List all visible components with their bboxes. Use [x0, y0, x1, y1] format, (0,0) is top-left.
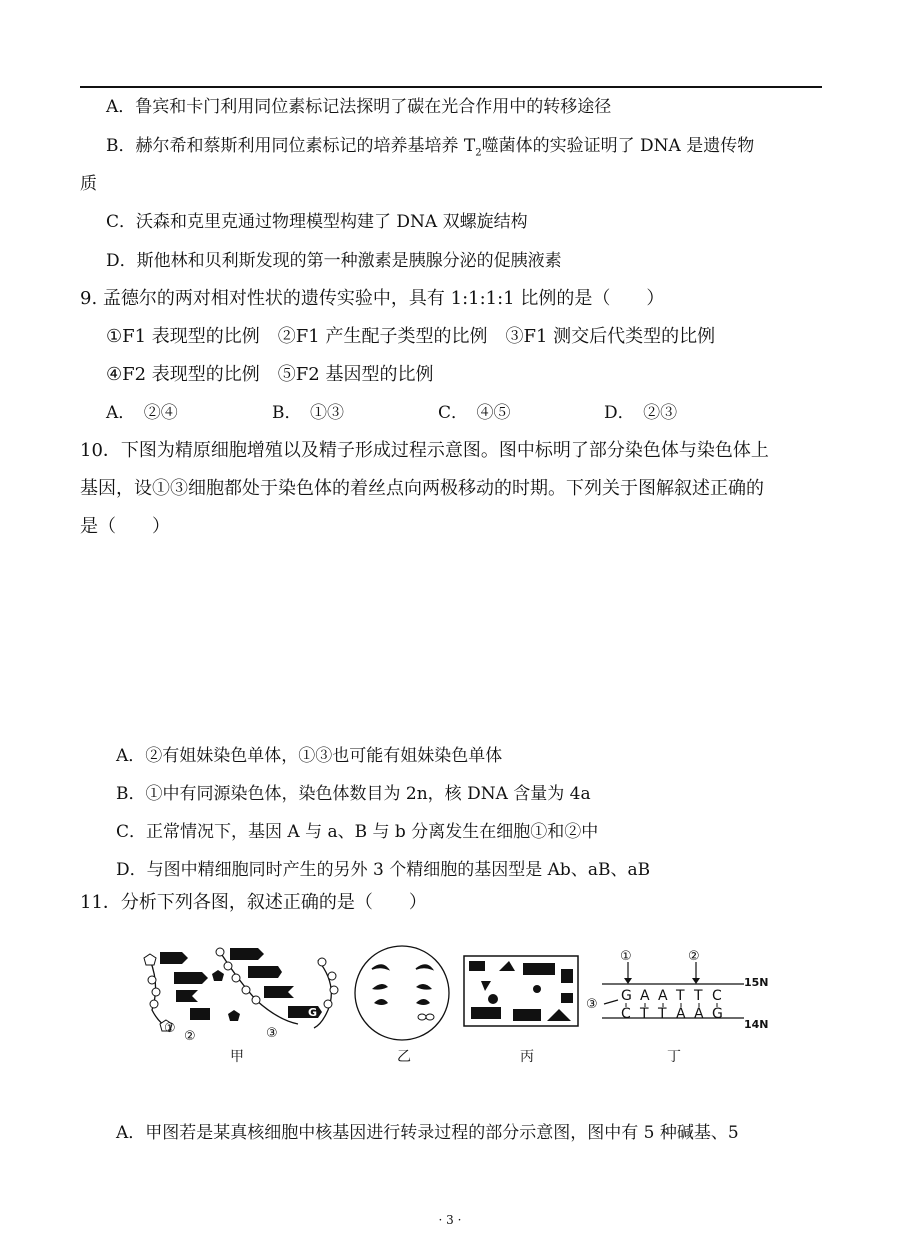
q9-choice-a: A． ②④ [106, 403, 178, 423]
ding-top-0: G [621, 988, 632, 1004]
q8-option-b: B．赫尔希和蔡斯利用同位素标记的培养基培养 $T_2$噬菌体的实验证明了 DNA 是遗传物 [106, 136, 755, 159]
q10-stem-1: 10．下图为精原细胞增殖以及精子形成过程示意图。图中标明了部分染色体与染色体上 [80, 440, 769, 461]
q9-items-2: ④F2 表现型的比例 ⑤F2 基因型的比例 [106, 364, 434, 385]
q10-stem-3: 是（ ） [80, 516, 170, 537]
figure-yi-cell [352, 943, 452, 1043]
q10-option-d: D．与图中精细胞同时产生的另外 3 个精细胞的基因型是 Ab、aB、aB [116, 860, 651, 880]
ding-bottom-1: T [640, 1006, 649, 1022]
q10-stem-2: 基因，设①③细胞都处于染色体的着丝点向两极移动的时期。下列关于图解叙述正确的 [80, 478, 764, 499]
ding-bottom-5: G [712, 1006, 723, 1022]
figure-ding-dna [584, 948, 774, 1038]
q9-choice-b: B． ①③ [272, 403, 344, 423]
q8-option-a: A．鲁宾和卡门利用同位素标记法探明了碳在光合作用中的转移途径 [106, 97, 612, 117]
ding-mark-3: ③ [586, 997, 598, 1012]
figure-bing [463, 955, 579, 1027]
ding-bottom-0: C [621, 1006, 631, 1022]
q9-choice-c: C． ④⑤ [438, 403, 511, 423]
figure-jia-dna-transcription [138, 940, 350, 1048]
q11-stem: 11．分析下列各图，叙述正确的是（ ） [80, 892, 427, 913]
jia-mark-2: ② [184, 1029, 196, 1044]
jia-base-g: G [308, 1006, 318, 1019]
ding-bottom-2: T [658, 1006, 667, 1022]
ding-bottom-3: A [676, 1006, 686, 1022]
q9-choice-d: D． ②③ [604, 403, 678, 423]
label-jia: 甲 [230, 1049, 244, 1065]
q8-option-d: D．斯他林和贝利斯发现的第一种激素是胰腺分泌的促胰液素 [106, 251, 562, 271]
jia-base-c: C [288, 966, 297, 979]
q10-figure-area [80, 545, 822, 735]
q10-option-a: A．②有姐妹染色单体，①③也可能有姐妹染色单体 [116, 746, 503, 766]
label-bing: 丙 [520, 1049, 534, 1065]
ding-top-3: T [676, 988, 685, 1004]
label-yi: 乙 [397, 1049, 411, 1065]
ding-top-1: A [640, 988, 650, 1004]
jia-mark-1: ① [164, 1021, 176, 1036]
jia-base-a: A [306, 986, 315, 999]
header-rule [80, 86, 822, 88]
ding-bottom-4: A [694, 1006, 704, 1022]
q9-items-1: ①F1 表现型的比例 ②F1 产生配子类型的比例 ③F1 测交后代类型的比例 [106, 326, 716, 347]
ding-top-5: C [712, 988, 722, 1004]
ding-n15: 15N [744, 976, 769, 989]
q9-stem: 9. 孟德尔的两对相对性状的遗传实验中，具有 1:1:1:1 比例的是（ ） [80, 288, 665, 309]
q11-option-a: A．甲图若是某真核细胞中核基因进行转录过程的部分示意图，图中有 5 种碱基、5 [116, 1123, 739, 1143]
page-number: · 3 · [438, 1213, 462, 1227]
ding-n14: 14N [744, 1018, 769, 1031]
ding-top-4: T [694, 988, 703, 1004]
q10-option-c: C．正常情况下，基因 A 与 a、B 与 b 分离发生在细胞①和②中 [116, 822, 599, 842]
ding-mark-2: ② [688, 949, 700, 964]
jia-mark-3: ③ [266, 1026, 278, 1041]
ding-top-2: A [658, 988, 668, 1004]
ding-mark-1: ① [620, 949, 632, 964]
jia-base-t: T [262, 948, 270, 961]
q8-option-b-cont: 质 [80, 174, 97, 194]
q8-option-c: C．沃森和克里克通过物理模型构建了 DNA 双螺旋结构 [106, 212, 528, 232]
label-ding: 丁 [667, 1049, 681, 1065]
q10-option-b: B．①中有同源染色体，染色体数目为 2n，核 DNA 含量为 4a [116, 784, 591, 804]
